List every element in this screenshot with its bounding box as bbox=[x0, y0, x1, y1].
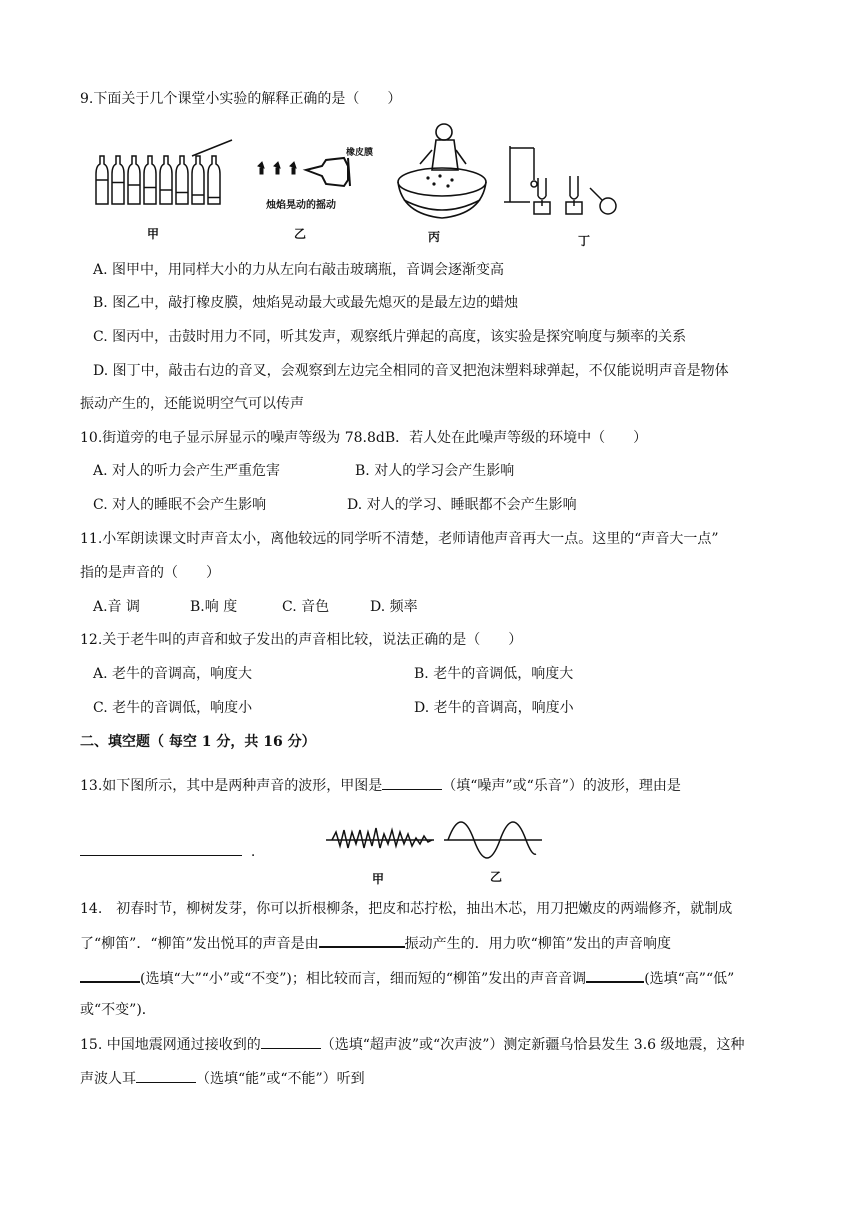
figure-label-yi: 乙 bbox=[294, 227, 307, 241]
q15-line-2-a: 声波人耳 bbox=[80, 1071, 136, 1087]
q14-line-2 bbox=[80, 932, 671, 954]
wave-label-jia: 甲 bbox=[372, 872, 385, 886]
q14-line-3-b: (选填“高”“低” bbox=[644, 971, 735, 987]
q11-stem: 11.小军朗读课文时声音太小，离他较远的同学听不清楚，老师请他声音再大一点。这里的“声音大一点” bbox=[80, 531, 719, 547]
q15-blank-2[interactable] bbox=[136, 1068, 196, 1083]
q13-stem bbox=[80, 775, 681, 796]
q12-option-a: A. 老牛的音调高，响度大 bbox=[93, 666, 253, 682]
q14-blank-2[interactable] bbox=[80, 967, 140, 983]
q10-stem: 10.街道旁的电子显示屏显示的噪声等级为 78.8dB．若人处在此噪声等级的环境中（ ） bbox=[80, 430, 648, 446]
q13-blank-1[interactable] bbox=[382, 775, 442, 790]
bottle-shape bbox=[192, 156, 204, 204]
bottle-shape bbox=[144, 156, 156, 204]
q15-line-1-b: （选填“超声波”或“次声波”）测定新疆乌恰县发生 3.6 级地震，这种 bbox=[320, 1037, 745, 1053]
q14-line-2-b: 振动产生的．用力吹“柳笛”发出的声音响度 bbox=[404, 936, 671, 952]
bottle-shape bbox=[176, 156, 188, 204]
q15-line-2-b: （选填“能”或“不能”）听到 bbox=[196, 1071, 365, 1087]
q14-blank-3[interactable] bbox=[586, 967, 644, 983]
q11-stem-cont: 指的是声音的（ ） bbox=[80, 565, 220, 581]
membrane-label: 橡皮膜 bbox=[346, 148, 374, 158]
figure-label-ding: 丁 bbox=[578, 234, 591, 248]
q10-option-d: D. 对人的学习、睡眠都不会产生影响 bbox=[347, 497, 577, 513]
q9-option-c: C. 图丙中，击鼓时用力不同，听其发声，观察纸片弹起的高度，该实验是探究响度与频率的关系 bbox=[93, 329, 687, 345]
bottle-shape bbox=[128, 156, 140, 204]
q14-line-3-a: (选填“大”“小”或“不变”)；相比较而言，细而短的“柳笛”发出的声音音调 bbox=[140, 971, 587, 987]
bottle-shape bbox=[160, 156, 172, 204]
q11-option-a: A.音 调 bbox=[93, 599, 141, 615]
q12-stem: 12.关于老牛叫的声音和蚊子发出的声音相比较，说法正确的是（ ） bbox=[80, 632, 523, 648]
q12-option-c: C. 老牛的音调低，响度小 bbox=[93, 700, 253, 716]
drum-figure bbox=[392, 120, 492, 224]
q9-option-d-cont: 振动产生的，还能说明空气可以传声 bbox=[80, 396, 304, 412]
figure-label-jia: 甲 bbox=[147, 227, 160, 241]
q12-option-b: B. 老牛的音调低，响度大 bbox=[414, 666, 574, 682]
wave-label-yi: 乙 bbox=[490, 870, 503, 884]
q14-line-3 bbox=[80, 967, 734, 989]
q10-option-c: C. 对人的睡眠不会产生影响 bbox=[93, 497, 267, 513]
q13-reason-line bbox=[80, 841, 255, 862]
q9-option-d: D. 图丁中，敲击右边的音叉，会观察到左边完全相同的音叉把泡沫塑料球弹起，不仅能说明声音是物体 bbox=[93, 363, 729, 379]
tuning-fork-figure bbox=[494, 140, 624, 222]
bottle-shape bbox=[112, 156, 124, 204]
q15-line-1 bbox=[80, 1034, 745, 1055]
q11-option-d: D. 频率 bbox=[370, 599, 418, 615]
q14-blank-1[interactable] bbox=[319, 932, 405, 948]
q9-stem: 9.下面关于几个课堂小实验的解释正确的是（ ） bbox=[80, 91, 402, 107]
caption-yi: 烛焰晃动的摇动 bbox=[266, 200, 336, 211]
q14-line-2-a: 了“柳笛”．“柳笛”发出悦耳的声音是由 bbox=[80, 936, 319, 952]
q11-option-c: C. 音色 bbox=[282, 599, 330, 615]
q10-option-a: A. 对人的听力会产生严重危害 bbox=[93, 463, 281, 479]
q10-option-b: B. 对人的学习会产生影响 bbox=[355, 463, 515, 479]
q11-option-b: B.响 度 bbox=[190, 599, 238, 615]
q14-line-4: 或“不变”)． bbox=[80, 1002, 156, 1018]
q15-line-1-a: 15. 中国地震网通过接收到的 bbox=[80, 1037, 261, 1053]
q13-blank-2[interactable] bbox=[80, 841, 242, 856]
q13-stem-part-b: （填“噪声”或“乐音”）的波形，理由是 bbox=[442, 778, 681, 794]
figure-label-bing: 丙 bbox=[428, 230, 441, 244]
q9-option-a: A. 图甲中，用同样大小的力从左向右敲击玻璃瓶，音调会逐渐变高 bbox=[93, 262, 505, 278]
q12-option-d: D. 老牛的音调高，响度小 bbox=[414, 700, 574, 716]
q15-blank-1[interactable] bbox=[261, 1034, 321, 1049]
bottles-figure bbox=[92, 134, 237, 214]
striking-stick bbox=[192, 140, 232, 156]
q9-option-b: B. 图乙中，敲打橡皮膜，烛焰晃动最大或最先熄灭的是最左边的蜡烛 bbox=[93, 295, 519, 311]
q13-stem-part-a: 13.如下图所示，其中是两种声音的波形，甲图是 bbox=[80, 778, 383, 794]
q14-line-1: 14. 初春时节，柳树发芽，你可以折根柳条，把皮和芯拧松，抽出木芯，用刀把嫩皮的两端修齐，就制成 bbox=[80, 901, 733, 917]
q15-line-2 bbox=[80, 1068, 365, 1089]
section-heading: 二、填空题（ 每空 1 分，共 16 分） bbox=[80, 734, 316, 750]
waveform-figure bbox=[322, 810, 544, 872]
q13-end: . bbox=[250, 844, 256, 860]
